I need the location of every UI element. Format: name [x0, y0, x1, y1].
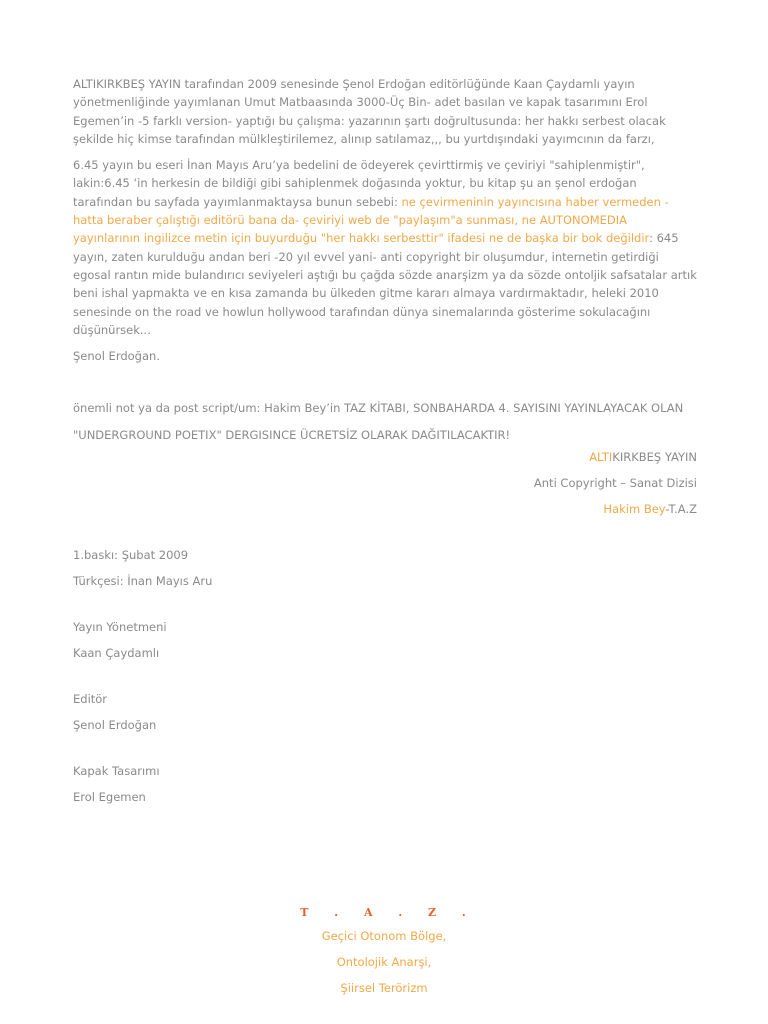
author-name-highlight: Hakim Bey	[603, 502, 666, 517]
spacer	[73, 594, 697, 614]
edition-info: 1.baskı: Şubat 2009	[73, 548, 189, 563]
note-line-1: önemli not ya da post script/um: Hakim Bey’in TAZ KİTABI, SONBAHARDA 4. SAYISINI YAYINLAYACAK OLAN	[73, 401, 684, 416]
spacer	[73, 148, 697, 156]
cover-label: Kapak Tasarımı	[73, 764, 160, 779]
taz-subtitle-2: Ontolojik Anarşi,	[336, 955, 432, 969]
spacer	[73, 738, 697, 758]
spacer	[73, 365, 697, 399]
document-page	[73, 75, 697, 810]
translation-info: Türkçesi: İnan Mayıs Aru	[73, 574, 213, 589]
publisher-name-highlight: ALTI	[589, 450, 613, 465]
cover-name: Erol Egemen	[73, 790, 146, 805]
taz-subtitle-3: Şiirsel Terörizm	[340, 981, 428, 995]
intro-highlight-text: ne çevirmeninin yayıncısına haber vermeden -hatta beraber çalıştığı editörü bana da- çeviriyi web de "paylaşım"a sunması, ne AUTONOMEDIA yayınlarının ingilizce metin için buyurduğu "her hakkı serbesttir" ifadesi ne de başka bir bok değildir	[73, 194, 669, 246]
signature: Şenol Erdoğan.	[73, 349, 160, 364]
director-label: Yayın Yönetmeni	[73, 620, 167, 635]
publisher-name-rest: KIRKBEŞ YAYIN	[612, 450, 697, 465]
taz-block	[0, 903, 768, 1001]
spacer	[73, 418, 697, 426]
intro-paragraph-2	[73, 156, 697, 339]
intro-paragraph-2-end: : 645 yayın, zaten kurulduğu andan beri -20 yıl evvel yani- anti copyright bir oluşumdur, internetin getirdiği egosal rantın mide bulandırıcı seviyeleri aştığı bu çağda sözde anarşizm ya da sözde ontoljik safsatalar artık beni ishal yapmakta ve en kısa zamanda bu ülkeden gitme kararı almaya vardırmaktadır, heleki 2010 senesinde on the road ve howlun hollywood tarafından dünya sinemalarında gösterime sokulacağını düşünürsek...	[73, 231, 697, 337]
taz-subtitle-1: Geçici Otonom Bölge,	[321, 929, 447, 943]
publisher-author	[73, 496, 697, 522]
intro-paragraph-2-start: 6.45 yayın bu eseri İnan Mayıs Aru’ya bedelini de ödeyerek çevirttirmiş ve çeviriyi "sahiplenmiştir", lakin:6.45 ‘in herkesin de bildiği gibi sahiplenmek doğasında yoktur, bu kitap şu an şenol erdoğan tarafından bu sayfada yayımlanmaktaysa bunun sebebi:	[73, 158, 645, 209]
spacer	[73, 666, 697, 686]
publisher-name	[73, 444, 697, 470]
director-name: Kaan Çaydamlı	[73, 646, 160, 661]
intro-paragraph-1: ALTIKIRKBEŞ YAYIN tarafından 2009 senesinde Şenol Erdoğan editörlüğünde Kaan Çaydamlı yayın yönetmenliğinde yayımlanan Umut Matbaasında 3000-Üç Bin- adet basılan ve kapak tasarımını Erol Egemen’in -5 farklı version- yaptığı bu çalışma: yazarının şartı doğrultusunda: her hakkı serbest olacak şekilde hiç kimse tarafından mülkleştirilemez, alınıp satılamaz,,, bu yurtdışındaki yayımcının da farzı,	[73, 77, 666, 146]
taz-title: T . A . Z .	[300, 906, 468, 919]
author-rest: -T.A.Z	[665, 502, 697, 517]
note-line-2: "UNDERGROUND POETIX" DERGISINCE ÜCRETSİZ OLARAK DAĞITILACAKTIR!	[73, 427, 511, 442]
editor-name: Şenol Erdoğan	[73, 718, 157, 733]
editor-label: Editör	[73, 692, 108, 707]
publisher-series: Anti Copyright – Sanat Dizisi	[533, 476, 697, 491]
spacer	[73, 522, 697, 542]
spacer	[73, 339, 697, 347]
